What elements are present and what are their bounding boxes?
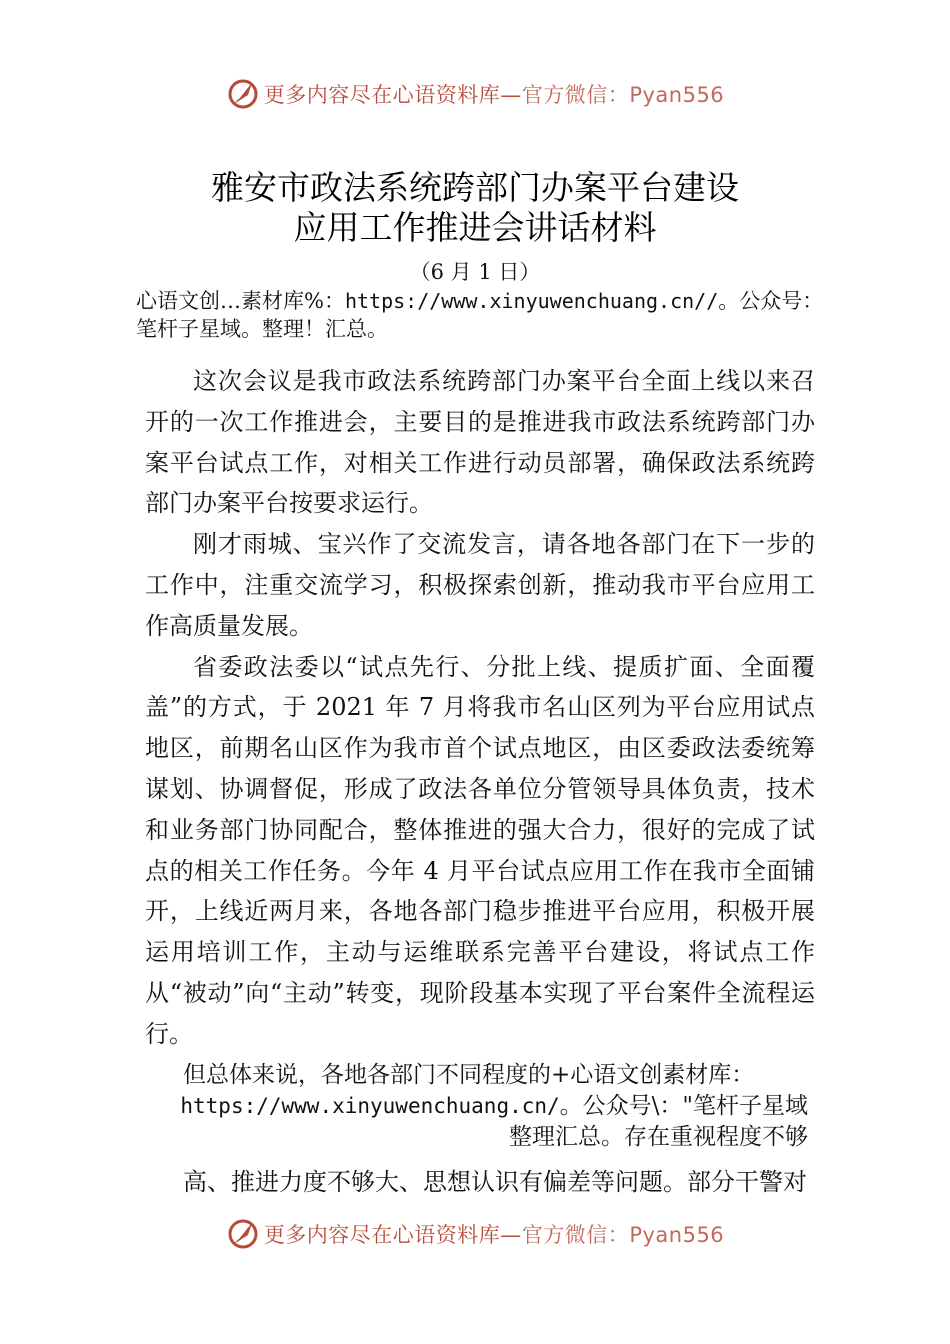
feather-pen-logo-icon bbox=[226, 1217, 260, 1251]
paragraph: 这次会议是我市政法系统跨部门办案平台全面上线以来召开的一次工作推进会，主要目的是推进我市政法系统跨部门办案平台试点工作，对相关工作进行动员部署，确保政法系统跨部门办案平台按要求运行。 bbox=[145, 367, 815, 518]
source-note: 心语文创…素材库%：https://www.xinyuwenchuang.cn//。公众号：笔杆子星域。整理！汇总。 bbox=[136, 289, 824, 341]
header-banner bbox=[0, 72, 950, 116]
paragraph-continuation: 高、推进力度不够大、思想认识有偏差等问题。部分干警对 bbox=[183, 1168, 807, 1196]
document-body bbox=[145, 361, 815, 1055]
insert-line1: 但总体来说，各地各部门不同程度的+心语文创素材库： bbox=[183, 1062, 755, 1088]
insert-line2: https://www.xinyuwenchuang.cn/。公众号\："笔杆子星域 bbox=[180, 1093, 808, 1119]
feather-pen-logo-icon bbox=[226, 77, 260, 111]
paragraph: 刚才雨城、宝兴作了交流发言，请各地各部门在下一步的工作中，注重交流学习，积极探索创新，推动我市平台应用工作高质量发展。 bbox=[145, 530, 815, 640]
insert-line3: 整理汇总。存在重视程度不够 bbox=[509, 1124, 808, 1150]
source-url: https://www.xinyuwenchuang.cn// bbox=[344, 289, 719, 313]
inserted-watermark-text bbox=[145, 1060, 808, 1153]
footer-banner bbox=[0, 1212, 950, 1256]
paragraph: 省委政法委以“试点先行、分批上线、提质扩面、全面覆盖”的方式，于 2021 年 7 月将我市名山区列为平台应用试点地区，前期名山区作为我市首个试点地区，由区委政法委统筹谋划、协调督促，形成了政法各单位分管领导具体负责，技术和业务部门协同配合，整体推进的强大合力，很好的完成了试点的相关工作任务。今年 4 月平台试点应用工作在我市全面铺开，上线近两月来，各地各部门稳步推进平台应用，积极开展运用培训工作，主动与运维联系完善平台建设，将试点工作从“被动”向“主动”转变，现阶段基本实现了平台案件全流程运行。 bbox=[145, 652, 815, 1048]
banner-text: 更多内容尽在心语资料库—官方微信：Pyan556 bbox=[263, 1223, 725, 1247]
banner-text: 更多内容尽在心语资料库—官方微信：Pyan556 bbox=[263, 83, 725, 107]
document-title-line2: 应用工作推进会讲话材料 bbox=[293, 208, 657, 247]
document-date: （6 月 1 日） bbox=[409, 260, 541, 284]
document-title-line1: 雅安市政法系统跨部门办案平台建设 bbox=[211, 168, 739, 207]
